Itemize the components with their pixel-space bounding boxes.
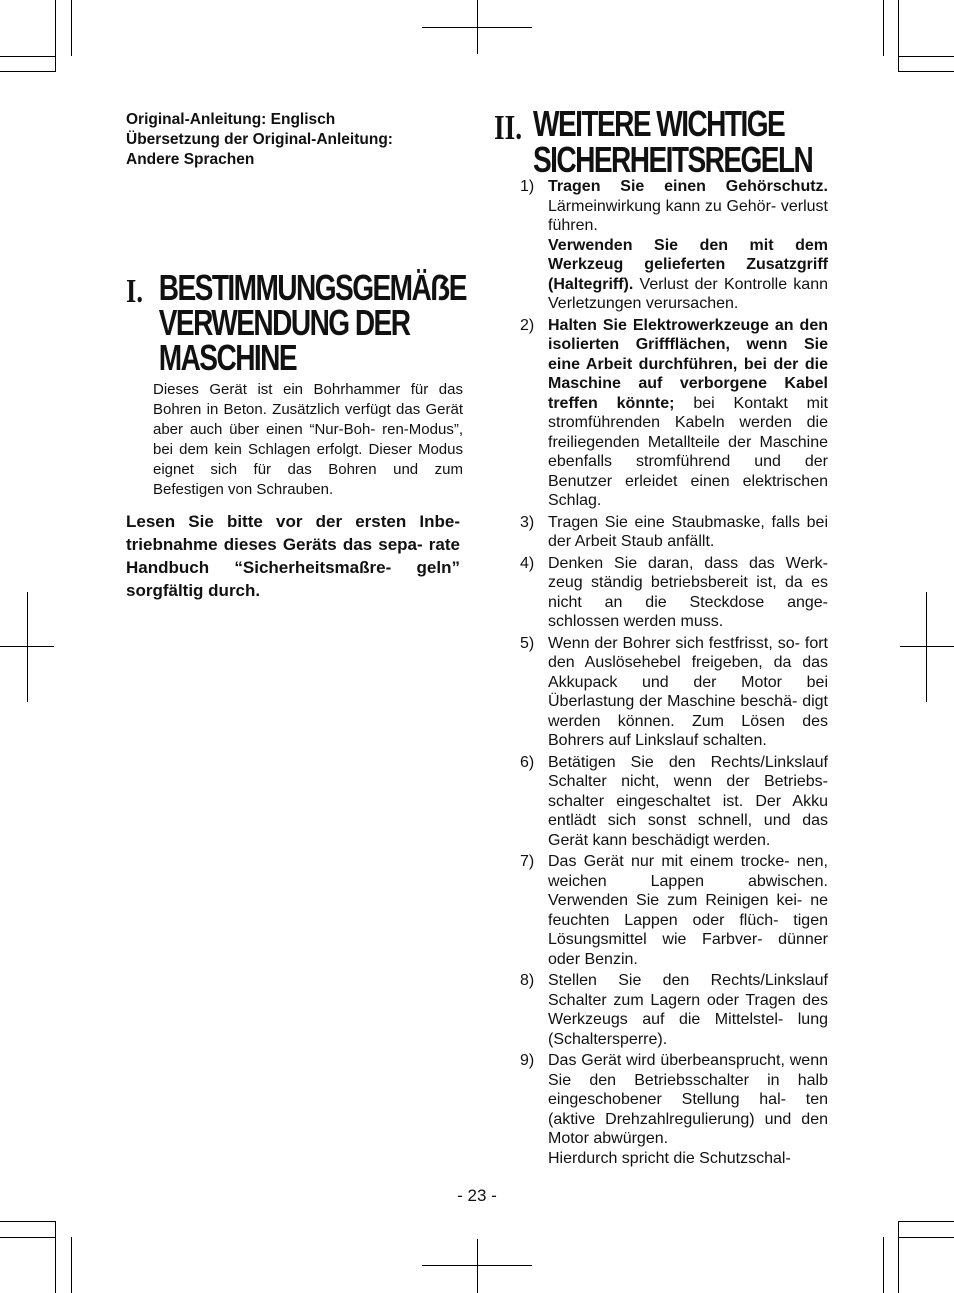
list-item — [520, 852, 828, 969]
list-item — [520, 554, 828, 632]
list-item — [520, 971, 828, 1049]
safety-rules-list — [520, 177, 828, 1170]
crop-mark — [883, 0, 884, 56]
crop-mark — [477, 1239, 478, 1293]
crop-mark — [27, 592, 28, 702]
crop-mark — [0, 1221, 56, 1222]
crop-mark — [55, 0, 56, 72]
item-bold-text: Tragen Sie einen Gehörschutz. — [548, 178, 828, 195]
section-1-title-line: MASCHINE — [158, 337, 297, 378]
section-1-title-line: VERWENDUNG DER — [158, 302, 410, 343]
item-text: Denken Sie daran, dass das Werk- zeug ständig betriebsbereit ist, da es nicht an die Steckdose ange- schlossen werden muss. — [548, 554, 828, 630]
page-number: - 23 - — [457, 1186, 497, 1205]
note-line: Übersetzung der Original-Anleitung: — [126, 131, 393, 148]
crop-mark — [0, 56, 56, 57]
crop-mark — [898, 1221, 954, 1222]
item-bold-text: Halten Sie Elektrowerkzeuge an den isolierten Griffflächen, wenn Sie eine Arbeit durchführen, bei der die Maschine auf verborgene Kabel treffen könnte; — [548, 316, 828, 412]
item-text: Verlust der Kontrolle kann Verletzungen verursachen. — [548, 275, 828, 312]
item-number: 7) — [520, 853, 535, 870]
item-number: 1) — [520, 178, 535, 195]
item-text: Hierdurch spricht die Schutzschal- — [548, 1149, 791, 1167]
item-bold-text: Verwenden Sie den mit dem Werkzeug gelieferten Zusatzgriff (Haltegriff). — [548, 236, 828, 293]
crop-mark — [898, 71, 954, 72]
item-text: Das Gerät wird überbeansprucht, wenn Sie den Betriebsschalter in halb eingeschobener Stellung hal- ten (aktive Drehzahlregulierung) und den Motor abwürgen. — [548, 1052, 828, 1147]
item-text: Lärmeinwirkung kann zu Gehör- verlust führen. — [548, 197, 828, 234]
list-item — [520, 753, 828, 851]
item-number: 3) — [520, 513, 535, 531]
section-2-title-line: WEITERE WICHTIGE — [533, 103, 785, 144]
crop-mark — [0, 71, 56, 72]
item-text: Tragen Sie eine Staubmaske, falls bei der Arbeit Staub anfällt. — [548, 513, 828, 550]
crop-mark — [0, 1237, 56, 1238]
crop-mark — [0, 646, 54, 647]
section-1-read-manual-note: Lesen Sie bitte vor der ersten Inbe- triebnahme dieses Geräts das sepa- rate Handbuch “Sicherheitsmaßre- geln” sorgfältig durch. — [126, 512, 460, 600]
list-item — [520, 1051, 828, 1168]
item-text: Betätigen Sie den Rechts/Linkslauf Schalter nicht, wenn der Betriebs- schalter eingeschaltet ist. Der Akku entlädt sich sonst schnell, und das Gerät kann beschädigt werden. — [548, 753, 828, 849]
item-text: Wenn der Bohrer sich festfrisst, so- fort den Auslösehebel freigeben, da das Akkupack und der Motor bei Überlastung der Maschine beschä- digt werden können. Zum Lösen des Bohrers auf Linkslauf schalten. — [548, 634, 828, 749]
section-1-body: Dieses Gerät ist ein Bohrhammer für das Bohren in Beton. Zusätzlich verfügt das Gerät aber auch über einen “Nur-Boh- ren-Modus”, bei dem kein Schlagen erfolgt. Dieser Modus eignet sich für das Bohren und zum Befestigen von Schrauben. — [153, 381, 463, 498]
section-1-heading — [126, 267, 466, 378]
item-number: 4) — [520, 554, 535, 572]
section-2-heading — [494, 103, 837, 180]
item-number: 6) — [520, 753, 535, 771]
item-number: 9) — [520, 1052, 535, 1069]
list-item — [520, 513, 828, 552]
crop-mark — [900, 646, 954, 647]
crop-mark — [477, 0, 478, 54]
section-1-title-line: BESTIMMUNGSGEMÄẞE — [158, 267, 466, 308]
crop-mark — [926, 592, 927, 702]
crop-mark — [898, 1237, 954, 1238]
crop-mark — [55, 1221, 56, 1293]
crop-mark — [898, 1221, 899, 1293]
item-number: 5) — [520, 634, 535, 652]
item-number: 8) — [520, 972, 535, 989]
list-item — [520, 316, 828, 511]
section-2-numeral: II. — [494, 108, 523, 147]
crop-mark — [898, 56, 954, 57]
list-item — [520, 634, 828, 751]
list-item — [520, 177, 828, 314]
item-text: bei Kontakt mit stromführenden Kabeln werden die freiliegenden Metallteile der Maschine ebenfalls stromführend und der Benutzer erleidet einen elektrischen Schlag. — [548, 394, 828, 509]
note-line: Andere Sprachen — [126, 151, 255, 168]
item-number: 2) — [520, 316, 535, 334]
crop-mark — [71, 1237, 72, 1293]
item-text: Das Gerät nur mit einem trocke- nen, weichen Lappen abwischen. Verwenden Sie zum Reinigen kei- ne feuchten Lappen oder flüch- tigen Lösungsmittel wie Farbver- dünner oder Benzin. — [548, 853, 828, 968]
note-line: Original-Anleitung: Englisch — [126, 111, 336, 128]
original-instructions-note — [126, 110, 456, 170]
section-2-title-line: SICHERHEITSREGELN — [533, 139, 813, 180]
crop-mark — [71, 0, 72, 56]
item-text: Stellen Sie den Rechts/Linkslauf Schalter zum Lagern oder Tragen des Werkzeugs auf die Mittelstel- lung (Schaltersperre). — [548, 972, 828, 1048]
crop-mark — [898, 0, 899, 72]
section-1-numeral: I. — [126, 273, 143, 310]
crop-mark — [883, 1237, 884, 1293]
